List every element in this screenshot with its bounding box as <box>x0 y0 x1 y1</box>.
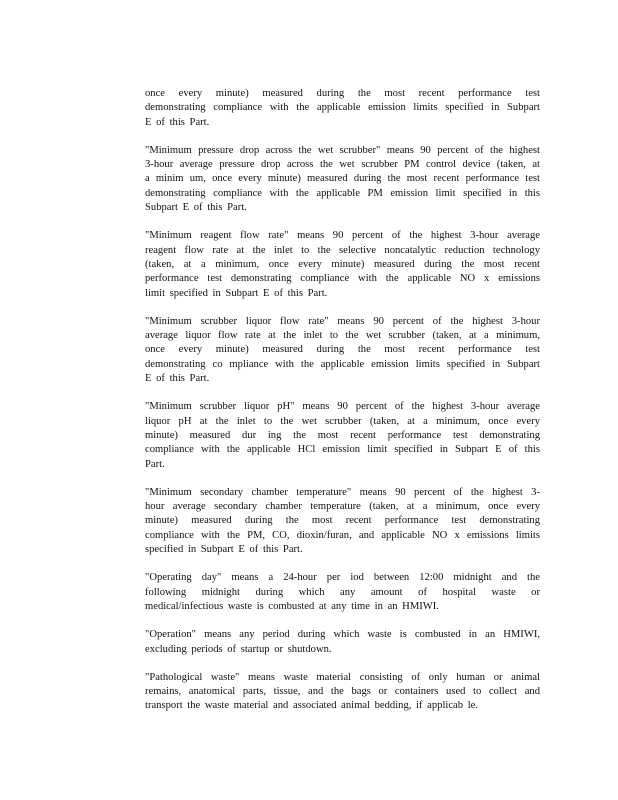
paragraph-operating-day <box>145 571 540 614</box>
text-line: 3-hour average pressure drop across the wet scrubber PM control device (taken, at <box>145 159 540 171</box>
text-line: minute) measured dur ing the most recent performance test demonstrating <box>145 429 540 441</box>
text-line: Part. <box>145 458 165 470</box>
text-line: demonstrating compliance with the applicable emission limits specified in Subpart <box>145 102 540 114</box>
text-line: demonstrating compliance with the applicable PM emission limit specified in this <box>145 187 540 199</box>
text-line: specified in Subpart E of this Part. <box>145 544 303 556</box>
paragraph-continuation <box>145 87 540 130</box>
text-line: excluding periods of startup or shutdown. <box>145 643 332 655</box>
text-line: "Minimum reagent flow rate" means 90 percent of the highest 3-hour average <box>145 230 540 242</box>
text-line: (taken, at a minimum, once every minute) measured during the most recent <box>145 258 540 270</box>
text-line: average liquor flow rate at the inlet to the wet scrubber (taken, at a minimum, <box>145 330 540 342</box>
document-page <box>145 87 540 728</box>
paragraph-pathological-waste <box>145 671 540 714</box>
text-line: remains, anatomical parts, tissue, and the bags or containers used to collect and <box>145 686 540 698</box>
text-line: performance test demonstrating compliance with the applicable NO x emissions <box>145 273 540 285</box>
text-line: hour average secondary chamber temperature (taken, at a minimum, once every <box>145 501 540 513</box>
text-line: "Minimum scrubber liquor pH" means 90 percent of the highest 3-hour average <box>145 401 540 413</box>
paragraph-minimum-pressure-drop <box>145 144 540 215</box>
text-line: once every minute) measured during the most recent performance test <box>145 88 540 99</box>
text-line: "Minimum scrubber liquor flow rate" means 90 percent of the highest 3-hour <box>145 315 540 327</box>
paragraph-minimum-reagent-flow-rate <box>145 229 540 300</box>
paragraph-minimum-scrubber-liquor-ph <box>145 400 540 471</box>
text-line: demonstrating co mpliance with the applicable emission limits specified in Subpart <box>145 358 540 370</box>
text-line: "Operation" means any period during which waste is combusted in an HMIWI, <box>145 629 540 641</box>
text-line: liquor pH at the inlet to the wet scrubber (taken, at a minimum, once every <box>145 415 540 427</box>
text-line: once every minute) measured during the most recent performance test <box>145 344 540 356</box>
text-line: "Minimum secondary chamber temperature" means 90 percent of the highest 3- <box>145 486 540 498</box>
text-line: medical/infectious waste is combusted at any time in an HMIWI. <box>145 600 439 612</box>
paragraph-operation <box>145 628 540 657</box>
text-line: compliance with the applicable HCl emission limit specified in Subpart E of this <box>145 444 540 456</box>
text-line: E of this Part. <box>145 373 210 385</box>
text-line: "Operating day" means a 24-hour per iod between 12:00 midnight and the <box>145 572 540 584</box>
text-line: limit specified in Subpart E of this Part. <box>145 287 328 299</box>
text-line: compliance with the PM, CO, dioxin/furan, and applicable NO x emissions limits <box>145 529 540 541</box>
text-line: minute) measured during the most recent performance test demonstrating <box>145 515 540 527</box>
text-line: "Pathological waste" means waste material consisting of only human or animal <box>145 671 540 683</box>
text-line: reagent flow rate at the inlet to the selective noncatalytic reduction technology <box>145 244 540 256</box>
text-line: Subpart E of this Part. <box>145 202 247 214</box>
text-line: transport the waste material and associated animal bedding, if applicab le. <box>145 700 478 712</box>
paragraph-minimum-secondary-chamber-temperature <box>145 486 540 557</box>
paragraph-minimum-scrubber-liquor-flow-rate <box>145 315 540 386</box>
text-line: a minim um, once every minute) measured during the most recent performance test <box>145 173 540 185</box>
text-line: "Minimum pressure drop across the wet scrubber" means 90 percent of the highest <box>145 144 540 156</box>
text-line: E of this Part. <box>145 116 210 128</box>
text-line: following midnight during which any amount of hospital waste or <box>145 586 540 598</box>
